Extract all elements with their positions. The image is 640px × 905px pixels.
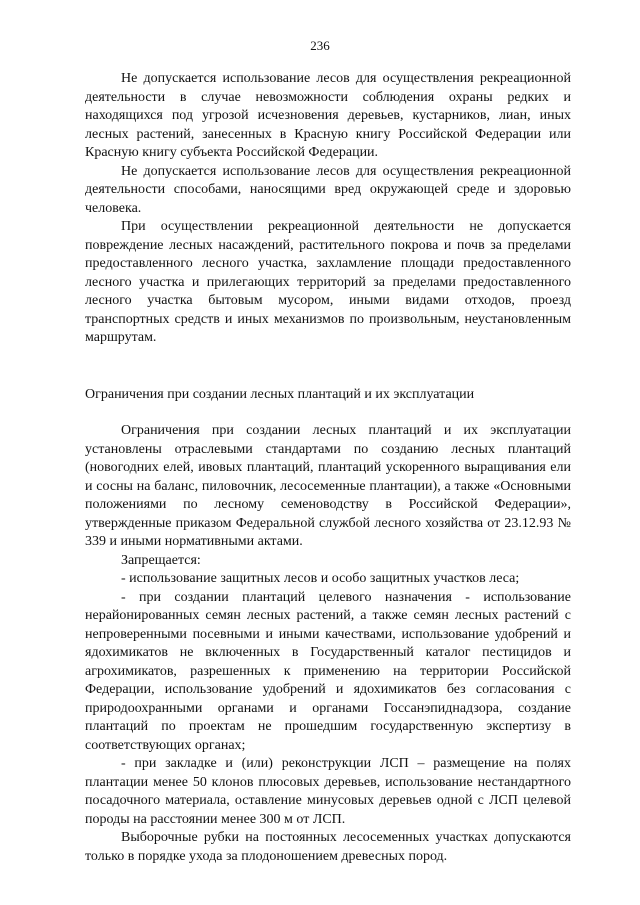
paragraph-selective-cutting: Выборочные рубки на постоянных лесосеменных участках допускаются только в порядке ухода за плодоношением древесных пород.	[85, 830, 571, 864]
document-body	[85, 70, 571, 866]
page-number: 236	[310, 38, 330, 53]
section-heading: Ограничения при создании лесных плантаций и их эксплуатации	[85, 386, 475, 402]
list-item-protective-forests: - использование защитных лесов и особо защитных участков леса;	[121, 571, 520, 586]
paragraph-harm-restriction: Не допускается использование лесов для осуществления рекреационной деятельности способами, наносящими вред окружающей среде и здоровью человека.	[85, 163, 571, 216]
section-spacer	[85, 348, 571, 386]
paragraph-rare-species-restriction: Не допускается использование лесов для осуществления рекреационной деятельности в случае невозможности соблюдения охраны редких и находящихся под угрозой исчезновения деревьев, кустарников, лиан, иных лесных растений, занесенных в Красную книгу Российской Федерации или Красную книгу субъекта Российской Федерации.	[85, 71, 571, 160]
paragraph-prohibited-label: Запрещается:	[121, 552, 201, 568]
list-item-target-plantations: - при создании плантаций целевого назначения - использование нерайонированных семян лесных растений, а также семян лесных растений с непроверенными посевными и иными качествами, использование удобрений и ядохимикатов не включенных в Государственный каталог пестицидов и агрохимикатов, разрешенных к применению на территории Российской Федерации, использование удобрений и ядохимикатов без согласования с природоохранными органами и органами Госсанэпиднадзора, создание плантаций по проектам не прошедшим государственную экспертизу в соответствующих органах;	[85, 589, 571, 753]
list-item-lsp-establishment: - при закладке и (или) реконструкции ЛСП – размещение на полях плантации менее 50 клонов плюсовых деревьев, использование нестандартного посадочного материала, оставление минусовых деревьев одной с ЛСП целевой породы на расстоянии менее 300 м от ЛСП.	[85, 756, 571, 827]
section-spacer	[85, 404, 571, 422]
paragraph-plantation-standards: Ограничения при создании лесных плантаций и их эксплуатации установлены отраслевыми стандартами по созданию лесных плантаций (новогодних елей, ивовых плантаций, плантаций ускоренного выращивания ели и сосны на баланс, пиловочник, лесосеменные плантации), а также «Основными положениями по лесному семеноводству в Российской Федерации», утвержденные приказом Федеральной службой лесного хозяйства от 23.12.93 № 339 и иными нормативными актами.	[85, 423, 571, 549]
paragraph-damage-restriction: При осуществлении рекреационной деятельности не допускается повреждение лесных насаждений, растительного покрова и почв за пределами предоставленного лесного участка, захламление площади предоставленного лесного участка и прилегающих территорий за пределами предоставленного лесного участка бытовым мусором, иными видами отходов, проезд транспортных средств и иных механизмов по произвольным, неустановленным маршрутам.	[85, 219, 571, 345]
